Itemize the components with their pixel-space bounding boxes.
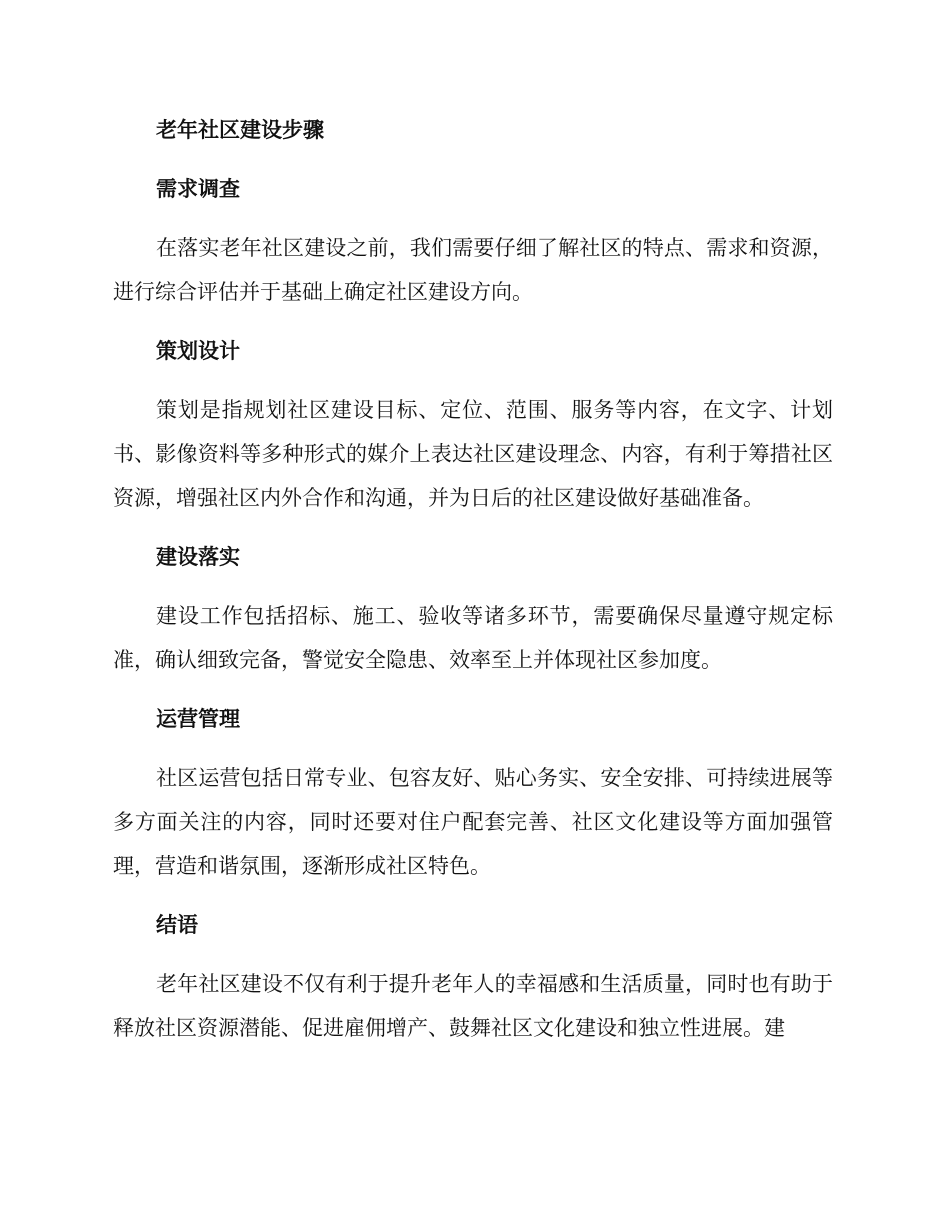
- section-body-operations: 社区运营包括日常专业、包容友好、贴心务实、安全安排、可持续进展等多方面关注的内容，同时还要对住户配套完善、社区文化建设等方面加强管理，营造和谐氛围，逐渐形成社区特色。: [113, 766, 833, 878]
- section-body-planning-design: 策划是指规划社区建设目标、定位、范围、服务等内容，在文字、计划书、影像资料等多种形式的媒介上表达社区建设理念、内容，有利于筹措社区资源，增强社区内外合作和沟通，并为日后的社区建设做好基础准备。: [113, 398, 833, 510]
- section-heading-construction: 建设落实: [156, 545, 240, 569]
- section-body-conclusion: 老年社区建设不仅有利于提升老年人的幸福感和生活质量，同时也有助于释放社区资源潜能、促进雇佣增产、鼓舞社区文化建设和独立性进展。建: [113, 972, 833, 1040]
- document-content: [113, 108, 833, 1050]
- section-heading-needs-survey: 需求调查: [156, 177, 240, 201]
- section-heading-operations: 运营管理: [156, 707, 240, 731]
- document-title: 老年社区建设步骤: [156, 118, 324, 142]
- section-heading-planning-design: 策划设计: [156, 339, 240, 363]
- section-heading-conclusion: 结语: [156, 913, 198, 937]
- section-body-needs-survey: 在落实老年社区建设之前，我们需要仔细了解社区的特点、需求和资源，进行综合评估并于基础上确定社区建设方向。: [113, 236, 833, 304]
- section-body-construction: 建设工作包括招标、施工、验收等诸多环节，需要确保尽量遵守规定标准，确认细致完备，警觉安全隐患、效率至上并体现社区参加度。: [113, 604, 833, 672]
